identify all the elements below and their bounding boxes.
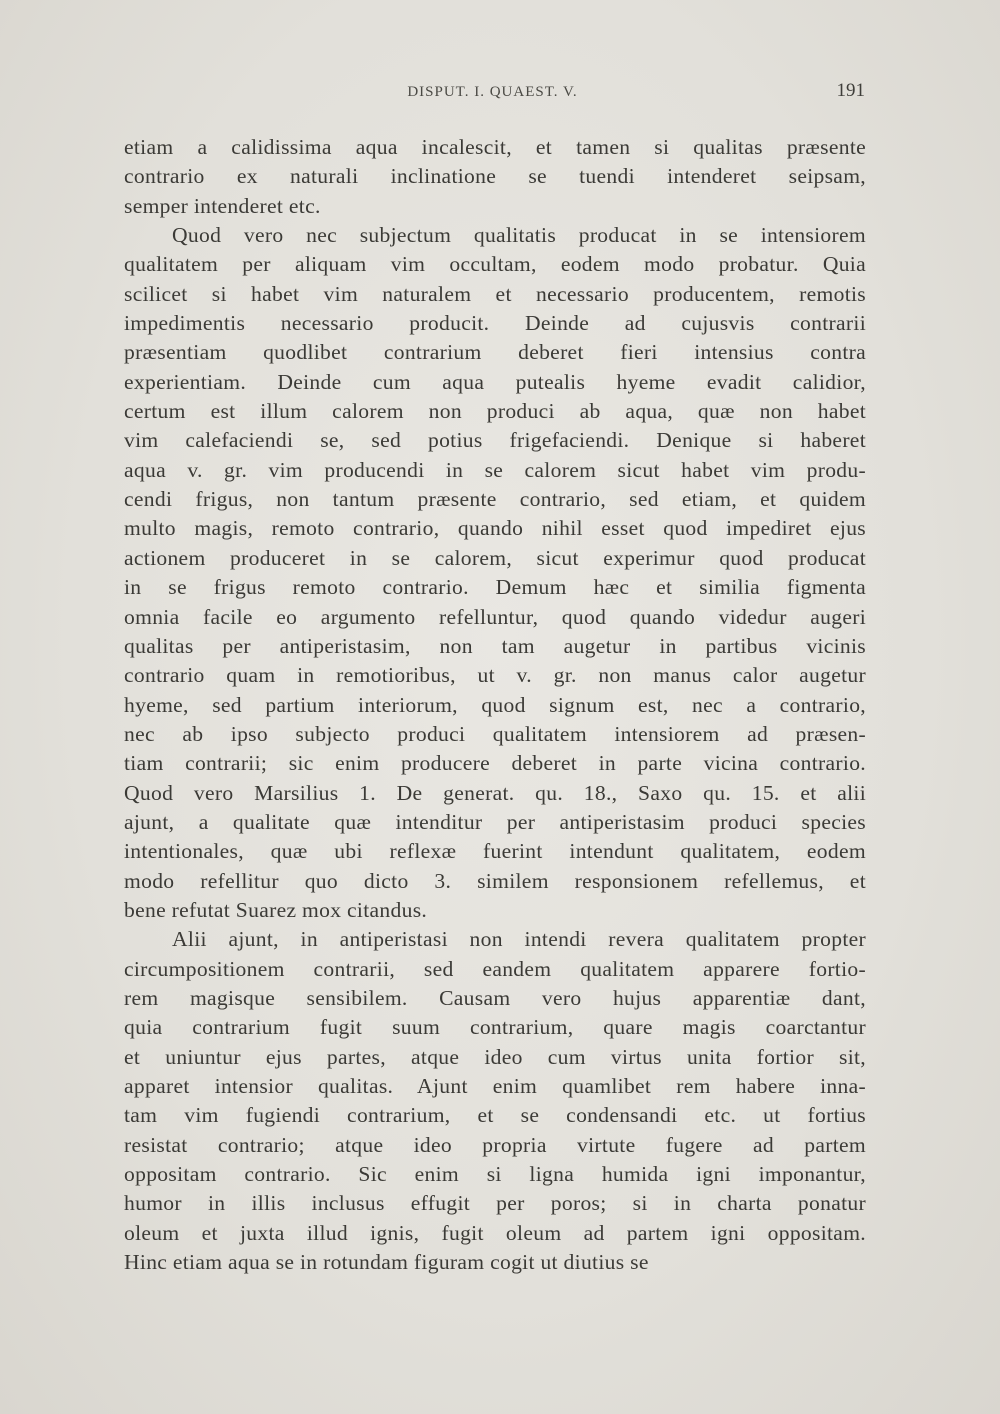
text-line: bene refutat Suarez mox citandus. bbox=[124, 897, 428, 922]
text-line: contrario ex naturali inclinatione se tuendi intenderet seipsam, bbox=[124, 164, 866, 189]
text-line: qualitas per antiperistasim, non tam augetur in partibus vicinis bbox=[124, 633, 866, 658]
text-line: apparet intensior qualitas. Ajunt enim quamlibet rem habere inna- bbox=[124, 1074, 866, 1098]
text-line: et uniuntur ejus partes, atque ideo cum virtus unita fortior sit, bbox=[124, 1044, 866, 1069]
text-line: etiam a calidissima aqua incalescit, et tamen si qualitas præsente bbox=[124, 135, 866, 159]
text-line: intentionales, quæ ubi reflexæ fuerint intendunt qualitatem, eodem bbox=[124, 839, 866, 864]
paragraph bbox=[124, 221, 866, 925]
text-line: humor in illis inclusus effugit per poros; si in charta ponatur bbox=[124, 1191, 866, 1216]
page-number: 191 bbox=[836, 80, 865, 101]
paragraph bbox=[124, 133, 866, 221]
text-line: circumpositionem contrarii, sed eandem qualitatem apparere fortio- bbox=[124, 956, 866, 981]
text-line: impedimentis necessario producit. Deinde ad cujusvis contrarii bbox=[124, 311, 866, 336]
text-line: Alii ajunt, in antiperistasi non intendi revera qualitatem propter bbox=[172, 927, 866, 952]
text-line: oleum et juxta illud ignis, fugit oleum ad partem igni oppositam. bbox=[124, 1220, 866, 1245]
text-line: omnia facile eo argumento refelluntur, quod quando videdur augeri bbox=[124, 604, 866, 629]
text-line: nec ab ipso subjecto produci qualitatem intensiorem ad præsen- bbox=[124, 721, 866, 746]
text-line: hyeme, sed partium interiorum, quod signum est, nec a contrario, bbox=[124, 692, 866, 717]
text-line: experientiam. Deinde cum aqua putealis hyeme evadit calidior, bbox=[124, 369, 866, 394]
text-line: scilicet si habet vim naturalem et necessario producentem, remotis bbox=[124, 281, 866, 306]
text-line: in se frigus remoto contrario. Demum hæc et similia figmenta bbox=[124, 575, 866, 600]
text-line: certum est illum calorem non produci ab aqua, quæ non habet bbox=[124, 399, 866, 424]
text-line: Hinc etiam aqua se in rotundam figuram cogit ut diutius se bbox=[124, 1250, 649, 1275]
text-line: Quod vero Marsilius 1. De generat. qu. 18., Saxo qu. 15. et alii bbox=[124, 780, 866, 805]
text-line: præsentiam quodlibet contrarium deberet fieri intensius contra bbox=[124, 340, 866, 365]
running-head: DISPUT. I. QUAEST. V. bbox=[407, 84, 578, 100]
text-line: qualitatem per aliquam vim occultam, eodem modo probatur. Quia bbox=[124, 252, 866, 277]
page-header bbox=[120, 78, 865, 108]
text-line: contrario quam in remotioribus, ut v. gr. non manus calor augetur bbox=[124, 663, 866, 688]
text-line: tam vim fugiendi contrarium, et se condensandi etc. ut fortius bbox=[124, 1103, 866, 1128]
text-line: multo magis, remoto contrario, quando nihil esset quod impediret ejus bbox=[124, 516, 866, 541]
page-body bbox=[124, 133, 866, 1277]
text-line: rem magisque sensibilem. Causam vero hujus apparentiæ dant, bbox=[124, 985, 866, 1010]
text-line: oppositam contrario. Sic enim si ligna humida igni imponantur, bbox=[124, 1162, 866, 1187]
text-line: modo refellitur quo dicto 3. similem responsionem refellemus, et bbox=[124, 868, 866, 893]
text-line: resistat contrario; atque ideo propria virtute fugere ad partem bbox=[124, 1132, 866, 1157]
text-line: Quod vero nec subjectum qualitatis producat in se intensiorem bbox=[172, 223, 866, 248]
text-line: quia contrarium fugit suum contrarium, quare magis coarctantur bbox=[124, 1015, 866, 1040]
text-line: cendi frigus, non tantum præsente contrario, sed etiam, et quidem bbox=[124, 487, 866, 512]
text-line: vim calefaciendi se, sed potius frigefaciendi. Denique si haberet bbox=[124, 428, 866, 453]
text-line: aqua v. gr. vim producendi in se calorem sicut habet vim produ- bbox=[124, 457, 866, 482]
text-line: actionem produceret in se calorem, sicut experimur quod producat bbox=[124, 545, 866, 570]
text-line: tiam contrarii; sic enim producere deberet in parte vicina contrario. bbox=[124, 751, 866, 776]
text-line: semper intenderet etc. bbox=[124, 193, 321, 218]
text-line: ajunt, a qualitate quæ intenditur per antiperistasim produci species bbox=[124, 809, 866, 834]
paragraph bbox=[124, 925, 866, 1277]
